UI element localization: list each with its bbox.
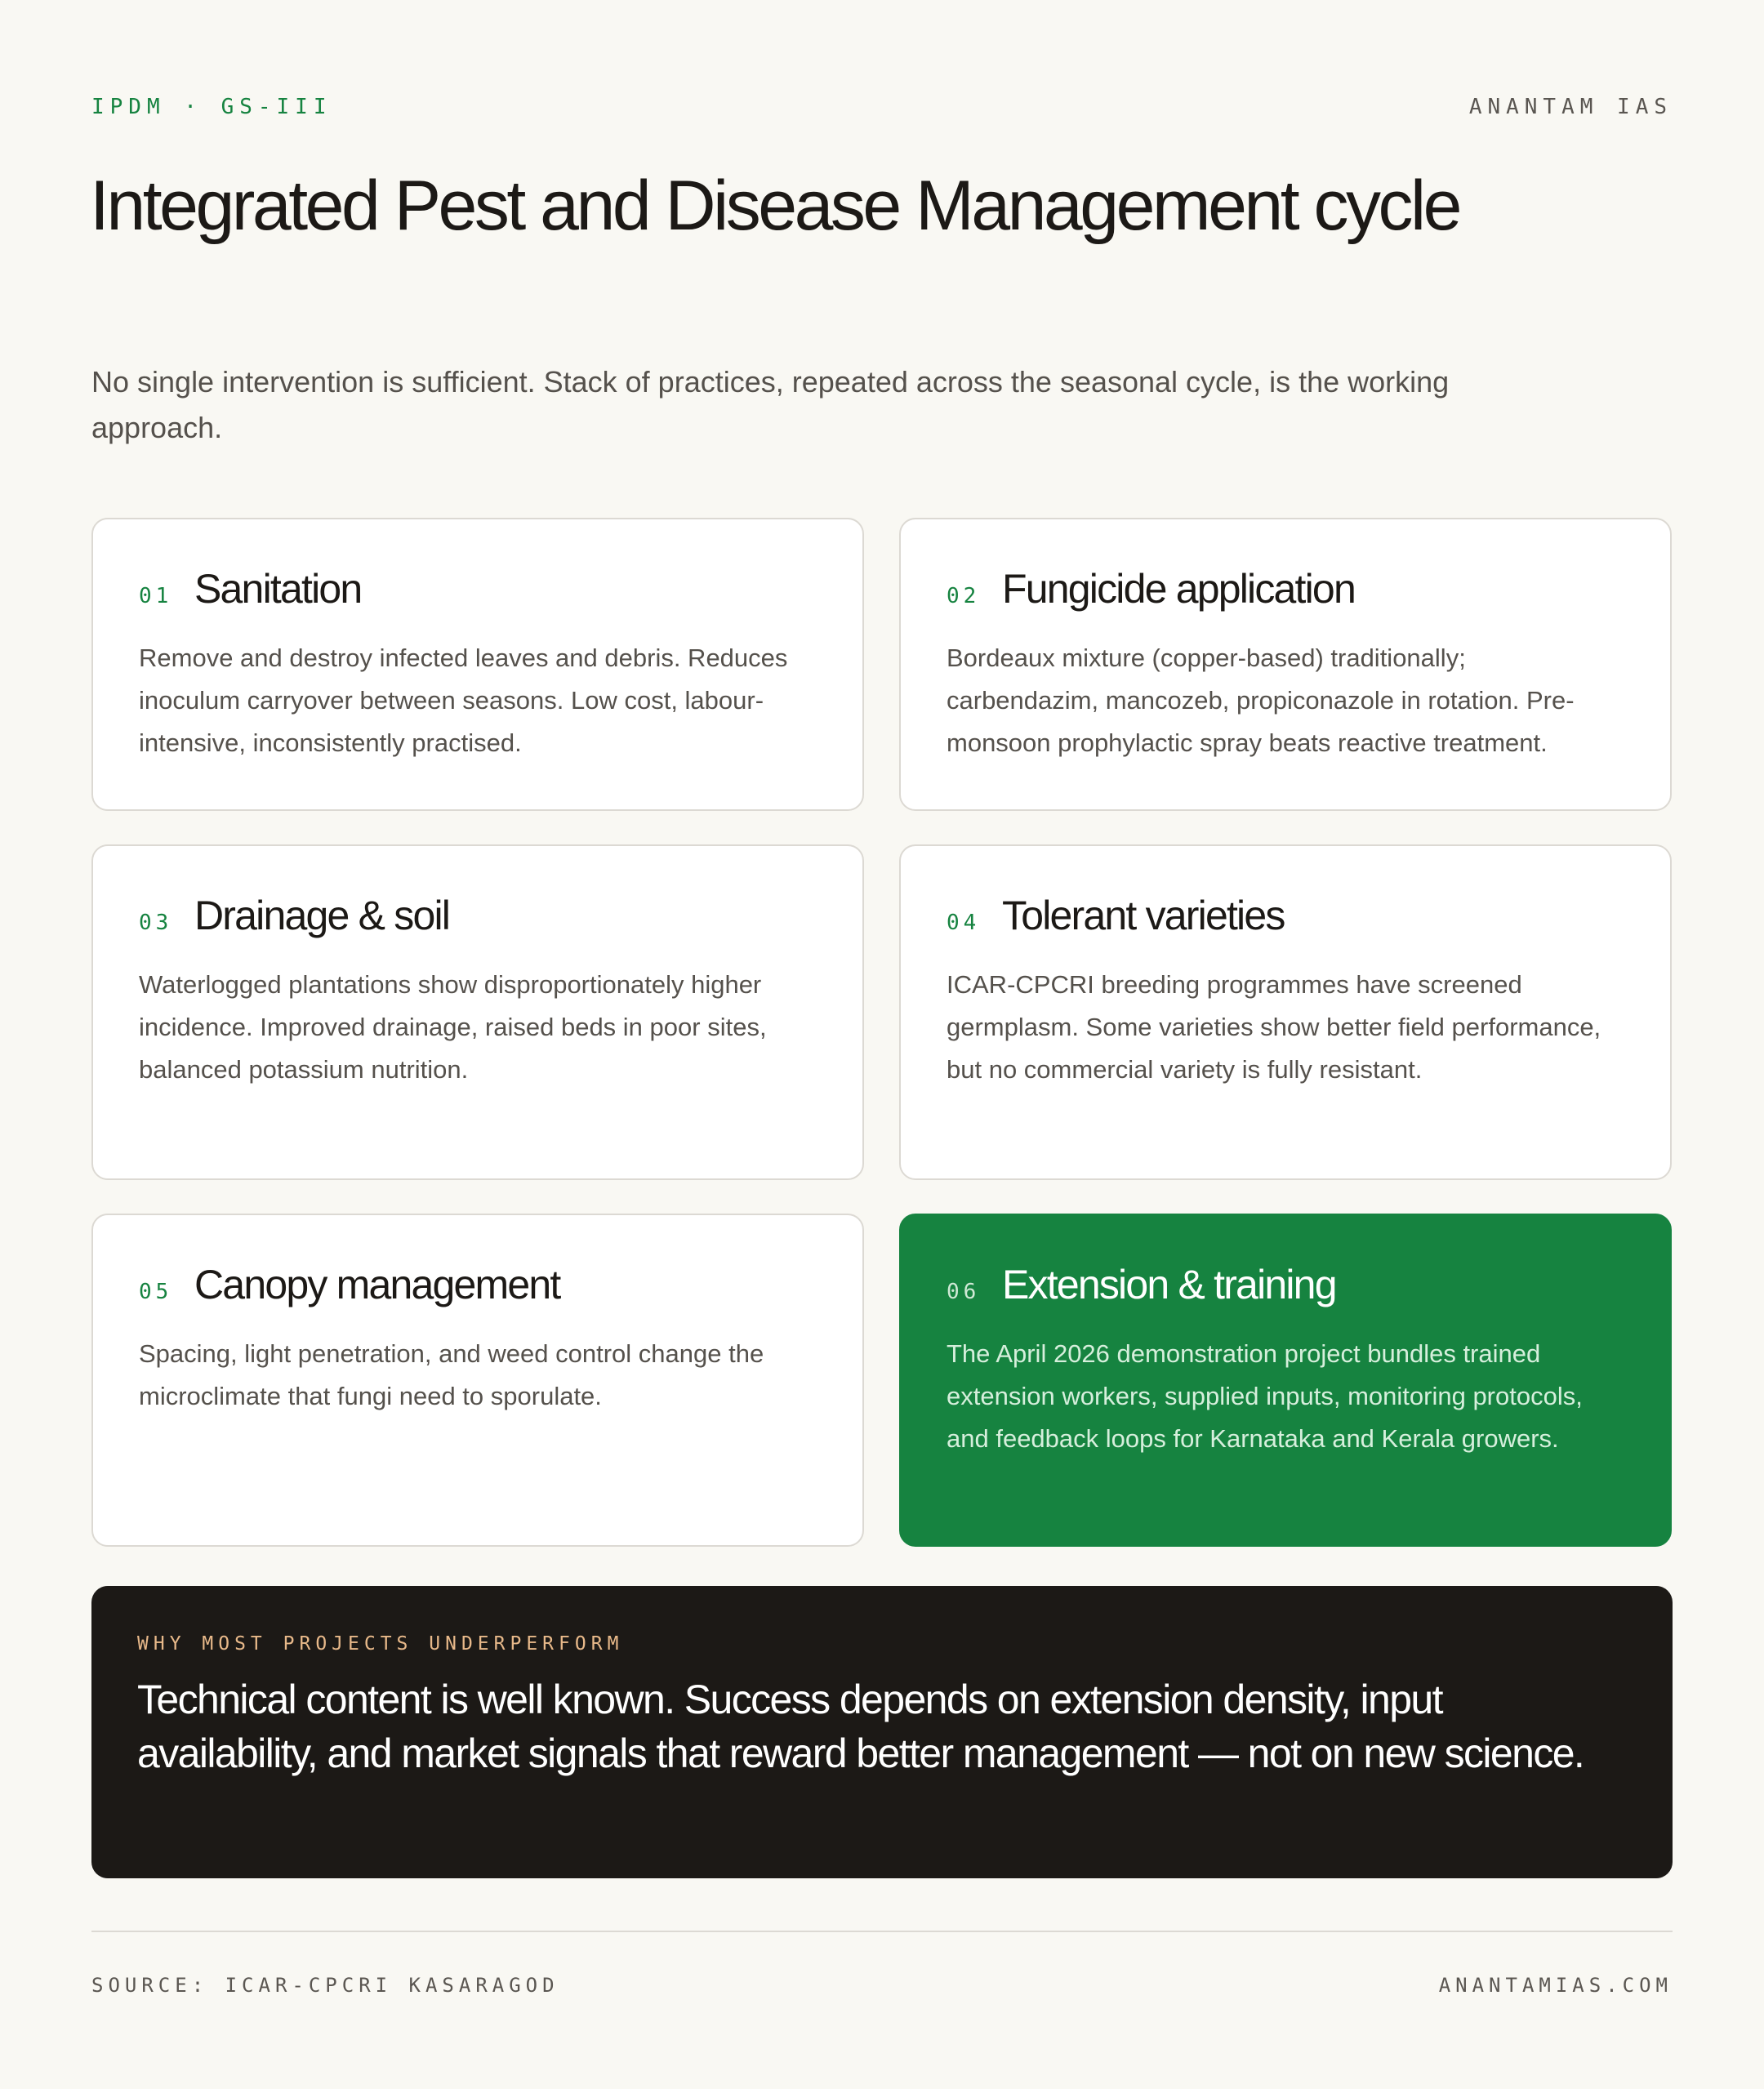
- practice-card-fungicide-application: [899, 518, 1672, 811]
- topic-tag: IPDM · GS-III: [91, 95, 332, 119]
- callout-panel: [91, 1586, 1673, 1878]
- card-description: Remove and destroy infected leaves and debris. Reduces inoculum carryover between seasons. Low cost, labour-intensive, inconsistently practised.: [139, 644, 788, 757]
- card-description: ICAR-CPCRI breeding programmes have screened germplasm. Some varieties show better field performance, but no commercial variety is fully resistant.: [947, 970, 1601, 1084]
- card-header: [139, 892, 817, 946]
- card-title: Fungicide application: [1002, 566, 1355, 612]
- top-bar: [91, 93, 1673, 121]
- card-header: [139, 1261, 817, 1315]
- callout-text: Technical content is well known. Success depends on extension density, input availability, and market signals that reward better management — not on new science.: [137, 1677, 1584, 1776]
- card-number: 03: [139, 911, 173, 935]
- practice-card-extension-training: [899, 1214, 1672, 1547]
- page-title: Integrated Pest and Disease Management cycle: [90, 167, 1459, 245]
- footer: [91, 1971, 1673, 1999]
- card-description: Bordeaux mixture (copper-based) traditionally; carbendazim, mancozeb, propiconazole in rotation. Pre-monsoon prophylactic spray beats reactive treatment.: [947, 644, 1575, 757]
- practice-card-canopy-management: [91, 1214, 864, 1547]
- card-number: 04: [947, 911, 981, 935]
- footer-divider: [91, 1931, 1673, 1932]
- card-title: Drainage & soil: [194, 893, 450, 938]
- card-number: 06: [947, 1280, 981, 1304]
- card-number: 05: [139, 1280, 173, 1304]
- practice-card-drainage-soil: [91, 844, 864, 1180]
- card-header: [947, 565, 1624, 619]
- card-number: 01: [139, 584, 173, 608]
- card-header: [947, 1261, 1624, 1315]
- card-title: Sanitation: [194, 566, 362, 612]
- practice-card-tolerant-varieties: [899, 844, 1672, 1180]
- source-credit: SOURCE: ICAR-CPCRI KASARAGOD: [91, 1974, 559, 1997]
- card-header: [139, 565, 817, 619]
- page-subtitle: No single intervention is sufficient. Stack of practices, repeated across the seasonal cycle, is the working approach.: [91, 365, 1450, 444]
- card-description: Waterlogged plantations show disproportionately higher incidence. Improved drainage, raised beds in poor sites, balanced potassium nutrition.: [139, 970, 767, 1084]
- card-title: Canopy management: [194, 1262, 560, 1307]
- site-link: ANANTAMIAS.COM: [1438, 1974, 1673, 1997]
- card-title: Extension & training: [1002, 1262, 1336, 1307]
- card-header: [947, 892, 1624, 946]
- card-number: 02: [947, 584, 981, 608]
- brand-name: ANANTAM IAS: [1468, 95, 1673, 119]
- card-title: Tolerant varieties: [1002, 893, 1285, 938]
- card-description: Spacing, light penetration, and weed control change the microclimate that fungi need to sporulate.: [139, 1339, 764, 1410]
- practice-card-sanitation: [91, 518, 864, 811]
- callout-label: WHY MOST PROJECTS UNDERPERFORM: [137, 1633, 624, 1655]
- card-description: The April 2026 demonstration project bundles trained extension workers, supplied inputs, monitoring protocols, and feedback loops for Karnataka and Kerala growers.: [947, 1339, 1583, 1453]
